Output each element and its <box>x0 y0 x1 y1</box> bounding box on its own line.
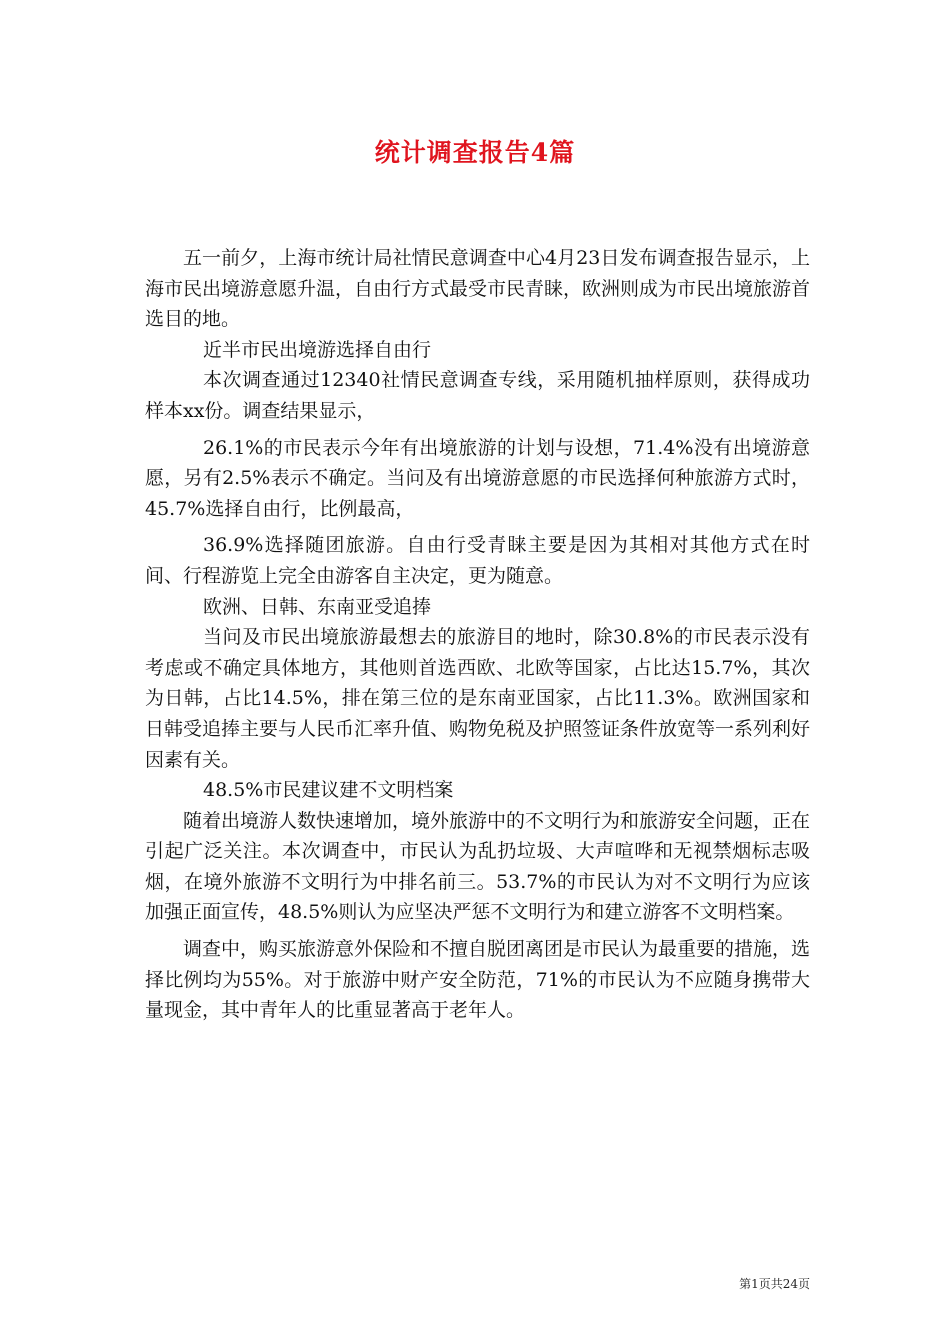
paragraph-uncivil-behavior: 随着出境游人数快速增加，境外旅游中的不文明行为和旅游安全问题，正在引起广泛关注。本次调查中，市民认为乱扔垃圾、大声喧哗和无视禁烟标志吸烟，在境外旅游不文明行为中排名前三。53.7%的市民认为对不文明行为应该加强正面宣传，48.5%则认为应坚决严惩不文明行为和建立游客不文明档案。 <box>145 809 811 924</box>
paragraph-safety-measures: 调查中，购买旅游意外保险和不擅自脱团离团是市民认为最重要的措施，选择比例均为55%。对于旅游中财产安全防范，71%的市民认为不应随身携带大量现金，其中青年人的比重显著高于老年人。 <box>145 938 811 1022</box>
section-heading-destinations: 欧洲、日韩、东南亚受追捧 <box>203 595 432 618</box>
document-title: 统计调查报告4篇 <box>374 138 576 167</box>
paragraph-travel-plans: 26.1%的市民表示今年有出境旅游的计划与设想，71.4%没有出境游意愿，另有2.5%表示不确定。当问及有出境游意愿的市民选择何种旅游方式时，45.7%选择自由行，比例最高， <box>145 436 810 520</box>
paragraph-destinations: 当问及市民出境旅游最想去的旅游目的地时，除30.8%的市民表示没有考虑或不确定具体地方，其他则首选西欧、北欧等国家，占比达15.7%，其次为日韩，占比14.5%，排在第三位的是东南亚国家，占比11.3%。欧洲国家和日韩受追捧主要与人民币汇率升值、购物免税及护照签证条件放宽等一系列利好因素有关。 <box>145 626 811 771</box>
page-footer: 第1页共24页 <box>739 1277 810 1291</box>
section-heading-free-travel: 近半市民出境游选择自由行 <box>203 338 432 361</box>
paragraph-group-travel: 36.9%选择随团旅游。自由行受青睐主要是因为其相对其他方式在时间、行程游览上完全由游客自主决定，更为随意。 <box>145 534 810 587</box>
document-body <box>145 243 810 1026</box>
paragraph-survey-method: 本次调查通过12340社情民意调查专线，采用随机抽样原则，获得成功样本xx份。调查结果显示， <box>145 369 810 422</box>
paragraph-intro: 五一前夕，上海市统计局社情民意调查中心4月23日发布调查报告显示，上海市民出境游意愿升温，自由行方式最受市民青睐，欧洲则成为市民出境旅游首选目的地。 <box>145 247 811 331</box>
section-heading-civility-records: 48.5%市民建议建不文明档案 <box>203 779 454 802</box>
